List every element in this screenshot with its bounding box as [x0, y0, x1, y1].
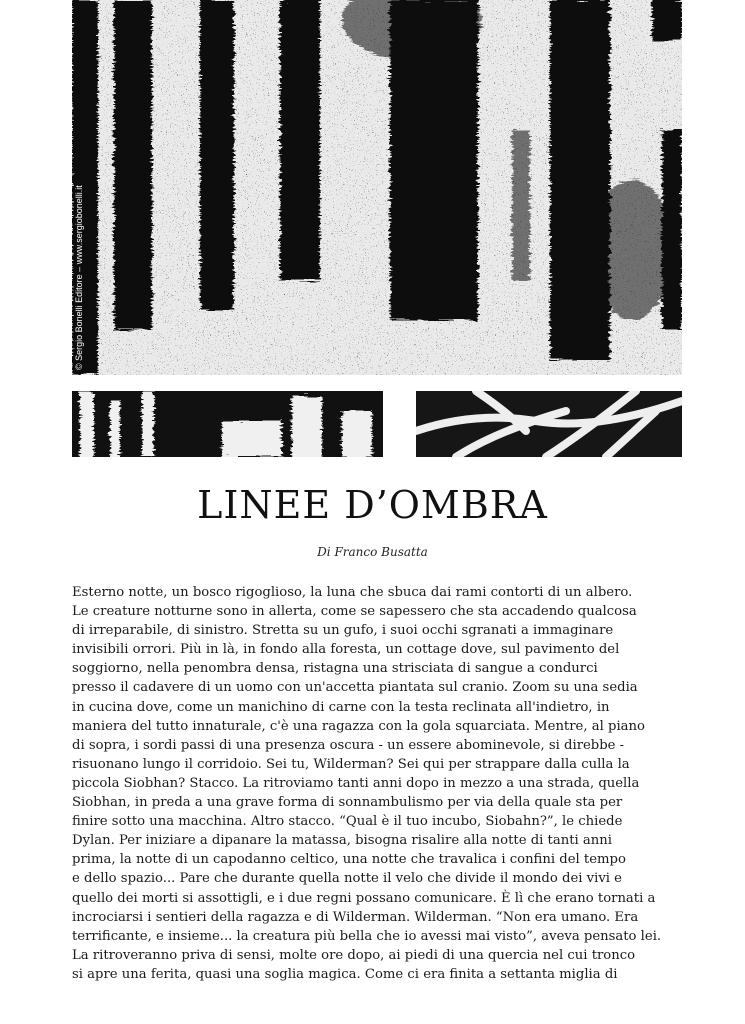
body-line: risuonano lungo il corridoio. Sei tu, Wilderman? Sei qui per strappare dalla culla la	[72, 756, 630, 772]
body-line: maniera del tutto innaturale, c'è una ragazza con la gola squarciata. Mentre, al piano	[72, 718, 645, 734]
body-line: Dylan. Per iniziare a dipanare la matassa, bisogna risalire alla notte di tanti anni	[72, 833, 612, 849]
article-byline: Di Franco Busatta	[317, 545, 428, 559]
body-line: quello dei morti si assottigli, e i due regni possano comunicare. È lì che erano tornati a	[72, 890, 656, 906]
body-line: si apre una ferita, quasi una soglia magica. Come ci era finita a settanta miglia di	[72, 966, 618, 982]
branches-strip-right	[416, 391, 682, 457]
article-title: LINEE D’OMBRA	[197, 483, 548, 527]
body-line: soggiorno, nella penombra densa, ristagna una strisciata di sangue a condurci	[72, 661, 598, 677]
body-line: prima, la notte di un capodanno celtico, una notte che travalica i confini del tempo	[72, 852, 626, 868]
article-body	[72, 583, 688, 984]
body-line: Siobhan, in preda a una grave forma di sonnambulismo per via della quale sta per	[72, 795, 623, 811]
body-line: di irreparabile, di sinistro. Stretta su un gufo, i suoi occhi sgranati a immaginare	[72, 623, 614, 639]
body-line: terrificante, e insieme... la creatura più bella che io avessi mai visto”, aveva pensato lei.	[72, 928, 662, 944]
body-line: di sopra, i sordi passi di una presenza oscura - un essere abominevole, si direbbe -	[72, 737, 625, 753]
body-line: Le creature notturne sono in allerta, come se sapessero che sta accadendo qualcosa	[72, 604, 637, 620]
body-line: Esterno notte, un bosco rigoglioso, la luna che sbuca dai rami contorti di un albero.	[72, 585, 633, 600]
image-credit	[74, 10, 92, 370]
body-line: finire sotto una macchina. Altro stacco. “Qual è il tuo incubo, Siobahn?”, le chiede	[72, 814, 623, 830]
body-line: e dello spazio... Pare che durante quella notte il velo che divide il mondo dei vivi e	[72, 871, 622, 887]
body-line: piccola Siobhan? Stacco. La ritroviamo tanti anni dopo in mezzo a una strada, quella	[72, 775, 640, 791]
forest-strip-left	[72, 391, 383, 457]
body-line: in cucina dove, come un manichino di carne con la testa reclinata all'indietro, in	[72, 699, 610, 715]
body-line: incrociarsi i sentieri della ragazza e di Wilderman. Wilderman. “Non era umano. Era	[72, 909, 639, 925]
forest-illustration	[72, 0, 682, 375]
body-line: presso il cadavere di un uomo con un'accetta piantata sul cranio. Zoom su una sedia	[72, 680, 638, 696]
image-credit-text: © Sergio Bonelli Editore – www.sergiobonelli.it	[74, 185, 84, 370]
body-line: invisibili orrori. Più in là, in fondo alla foresta, un cottage dove, sul pavimento del	[72, 642, 620, 658]
body-line: La ritroveranno priva di sensi, molte ore dopo, ai piedi di una quercia nel cui tronco	[72, 947, 636, 963]
